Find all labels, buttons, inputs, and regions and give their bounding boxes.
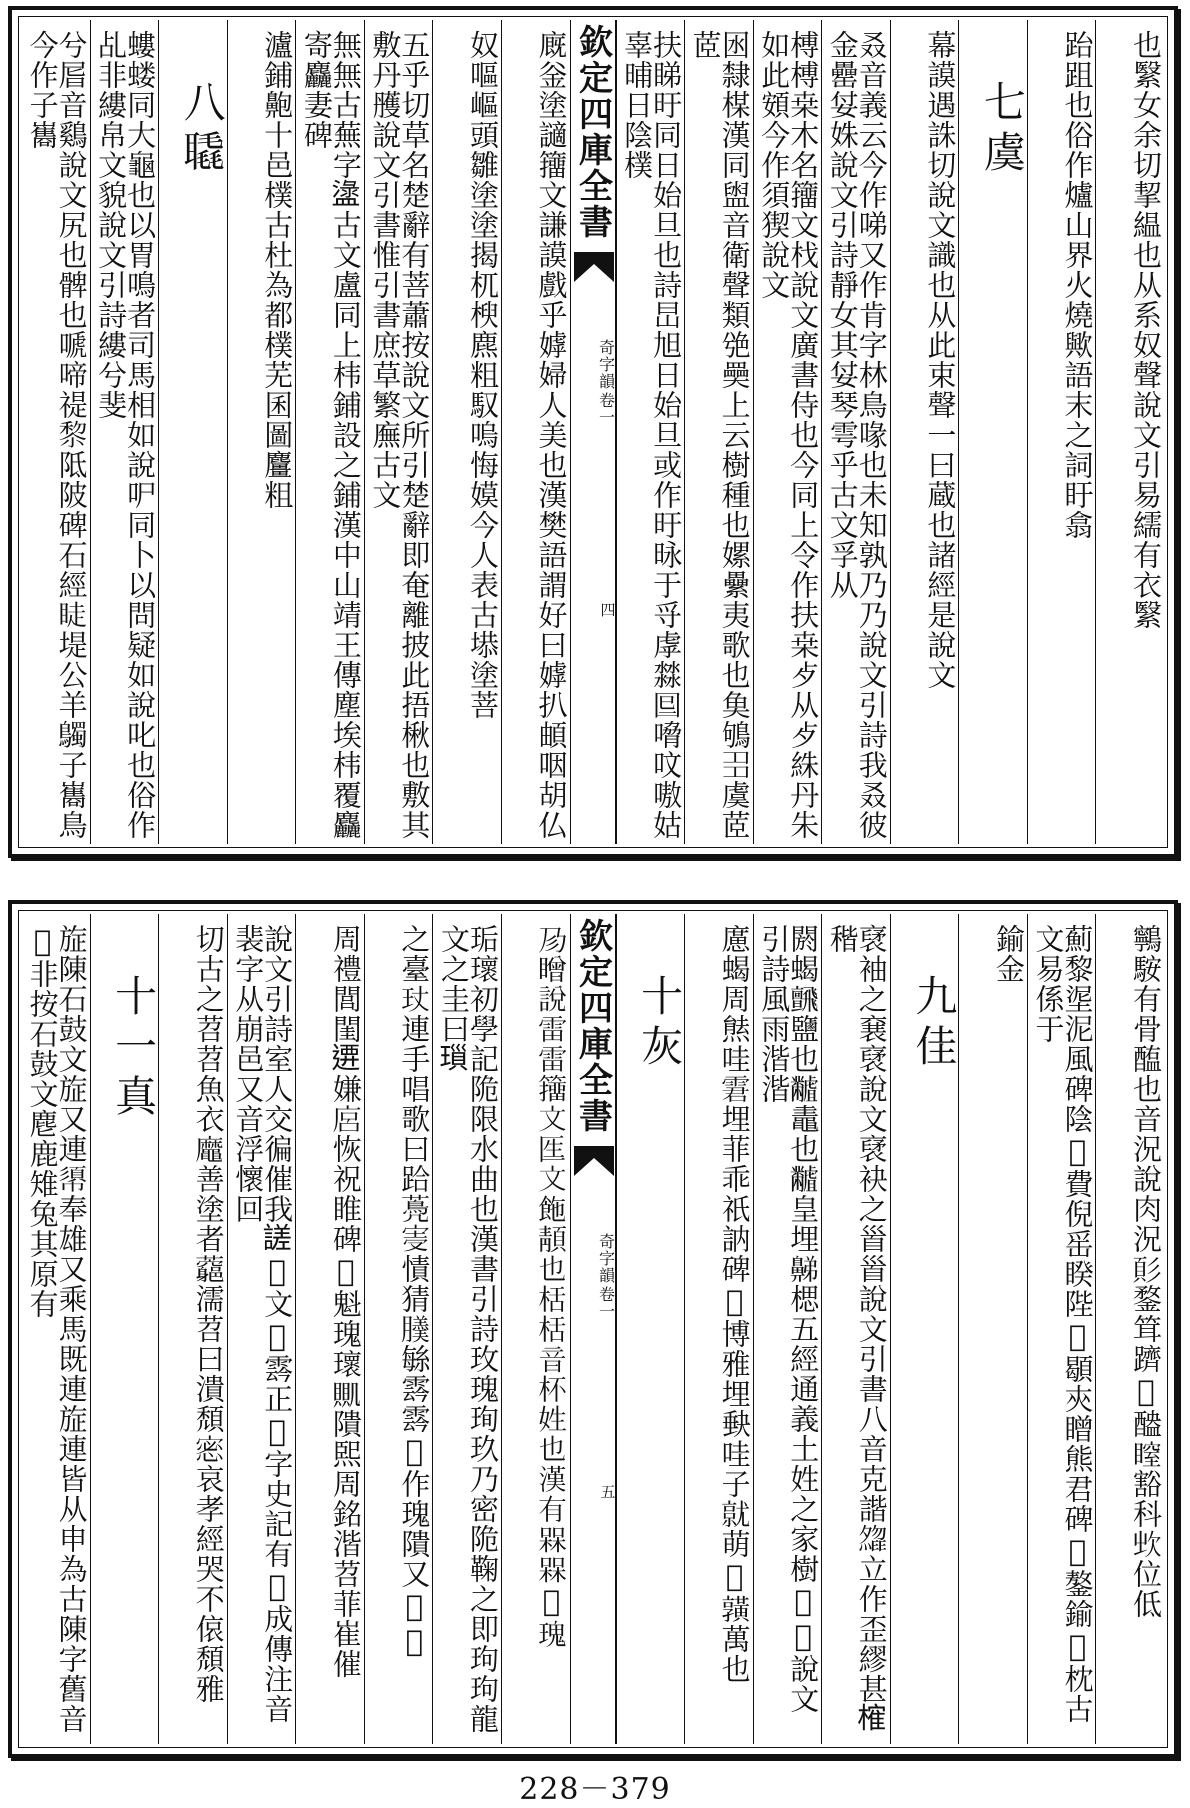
text-column: 無無古蕪字𥂖古文盧同上㭏鋪設之鋪漢中山靖王傳塵埃㭏覆麤寄麤妻碑 — [295, 20, 364, 844]
text-column: 叒音義云今作㖒又作肯字林鳥喙也未知孰乃乃說文引詩我叒彼金罍姇姝說文引詩靜女其姇琴雩乎古文孚从 — [821, 20, 890, 844]
text-column: 榑榑桒木名籒文𣏾說文廣書侍也今同上令作扶桒歺从歺絑丹朱如此頞今作須猰說文 — [753, 20, 822, 844]
rhyme-heading: 十灰 — [616, 914, 685, 1744]
text-column: 閼蝎𩙼鹽也𪓐鼃也𪓐皇埋𪖦楒五經通義土姓之家樹𧛭𣹆說文引詩風雨湝湝 — [753, 914, 822, 1744]
text-column: 螻蝼同大龜也以胃鳴者司馬相如說㕧同卜以問疑如說叱也俗作乩非縷帛文貌說文引詩縷兮斐 — [90, 20, 159, 844]
text-column: 跆跙也俗作爐山界火燒歟語末之詞盱翕 — [1027, 20, 1096, 844]
text-column: 鍮金 — [958, 914, 1027, 1744]
lower-half-page — [8, 900, 1178, 1758]
center-margin-strip — [570, 914, 616, 1744]
text-column: 奴嘔嶇頭雛塗塗揭杌楰麃粗馭嗚悔嫫今人表古塨塗菩 — [432, 20, 501, 844]
text-column: 扶睇旴同日始旦也詩旵旭日始旦或作旴昹于寽虖㵘𡇆嗋呅嗷姑辜晡日陰樸 — [616, 20, 685, 844]
chapter-label — [571, 295, 615, 470]
rhyme-heading: 七虞 — [958, 20, 1027, 844]
folio-number: 四 — [598, 602, 617, 618]
fishtail-mark-icon — [574, 252, 614, 282]
text-column: 㫌陳石鼓文㫌又連𢄼奉雄又乘馬既連㫌連皆从申為古陳字舊音𤜿非按石鼓文麀鹿雉兔其原有 — [25, 924, 89, 1734]
text-column: 也繄女余切挈緼也从系奴聲說文引易繻有衣繄 — [1095, 20, 1164, 844]
text-column: 周禮閭閨𨔰嫌𢈚恢祝睢碑𩴌魁瑰瓌𧶹隤𤋮周銘湝苕菲崔催 — [295, 914, 364, 1744]
center-margin-strip — [570, 20, 616, 844]
text-column: 廐釡塗讁籒文謙謨戲乎嫭婦人美也漢樊語謂好曰嫭扒頔咽胡仏 — [501, 20, 570, 844]
page-code: 228－379 — [519, 1772, 671, 1807]
chapter-title: 奇字韻 — [596, 1233, 616, 1284]
text-column: 㻈瓌初學記陒限水曲也漢書引詩玫瑰珣玖乃密陒鞠之即玽玽龍文之圭曰𤨏 — [432, 914, 501, 1744]
text-column: 幕謨遇誅切說文識也从此束聲一曰蔵也諸經是說文 — [890, 20, 959, 844]
upper-half-page — [8, 6, 1178, 858]
chapter-title: 奇字韻 — [596, 339, 616, 390]
upper-text-frame — [22, 20, 1164, 844]
text-column: 薊黎埿泥風碑陰𠉀費倪䍃睽陛𡕾䫘㚒䁬熊君碑𩫷鏊鍮𧻰枕古文易係于 — [1027, 914, 1096, 1744]
rhyme-heading: 十一真 — [90, 914, 159, 1744]
book-title: 欽定四庫全書 — [572, 918, 613, 1134]
text-column: 裦袖之㐮裦說文裦袂之𩠐𩠐說文引書八音克諧𡗃立作歪繆甚𣙜稭 — [821, 914, 890, 1744]
book-title: 欽定四庫全書 — [572, 24, 613, 240]
text-column: 兮㞓音鷄說文尻也髀也嗁啼禔𥟖阺陂碑石經𥆥堤公羊𪇆子巂鳥今作子巂 — [25, 30, 89, 840]
text-column: 切古之苕苕魚衣𪓹善塗者𧅉濡苕曰潰頹𢛬哀孝經哭不偯頹雅 — [158, 914, 227, 1744]
folio-number: 五 — [598, 1484, 617, 1500]
juan-number: 卷一 — [596, 392, 616, 426]
fishtail-mark-icon — [574, 1146, 614, 1176]
text-column: 𢒀䁬說雷雷籒文𠤵文𩛆𩓨也栝栝音杯姓也漢有槑槑𣐼瑰 — [501, 914, 570, 1744]
rhyme-heading: 九佳 — [890, 914, 959, 1744]
text-column: 瀘鋪䶌十邑樸古杜為都樸芜囷圖麠粗 — [227, 20, 296, 844]
text-column: 㢜蝎周㷱哇𩂿埋菲乖祇訥碑𡑀博雅埋𡙇哇子𡰔萌𩒶𪏆萬也 — [684, 914, 753, 1744]
text-column: 囦隸楳漢同盥音衛聲類䒊奰上云樹種也嫘纍夷歌也𩵋鴝𡖈虞茝茝 — [684, 20, 753, 844]
chapter-label — [571, 1189, 615, 1364]
text-column: 說文引詩室人交徧催我𧪘𩃣文𩃣𩃬正𠝣字史記有𠝣成傳注音裴字从崩邑又音浮懷回 — [227, 914, 296, 1744]
lower-text-frame — [22, 914, 1164, 1744]
juan-number: 卷一 — [596, 1286, 616, 1320]
text-column: 鸋𩣑有骨醢也音況說肉況𩑘鍪䇯躋𧨕醠𥉺豁科𣢑位低 — [1095, 914, 1164, 1744]
text-column: 之臺𤣸連手唱歌曰跲𦽏𡨊㥽猜𦢋䋣𩃬𩃬𢫃作瑰隤又𢧐𢧐 — [364, 914, 433, 1744]
rhyme-heading: 八𦗨 — [158, 20, 227, 844]
text-column: 五乎切草名楚辭有菩蕭按說文所引楚辭即奄離披此捂楸也敷其敷丹雘說文引書惟引書庶草繁廡古文 — [364, 20, 433, 844]
